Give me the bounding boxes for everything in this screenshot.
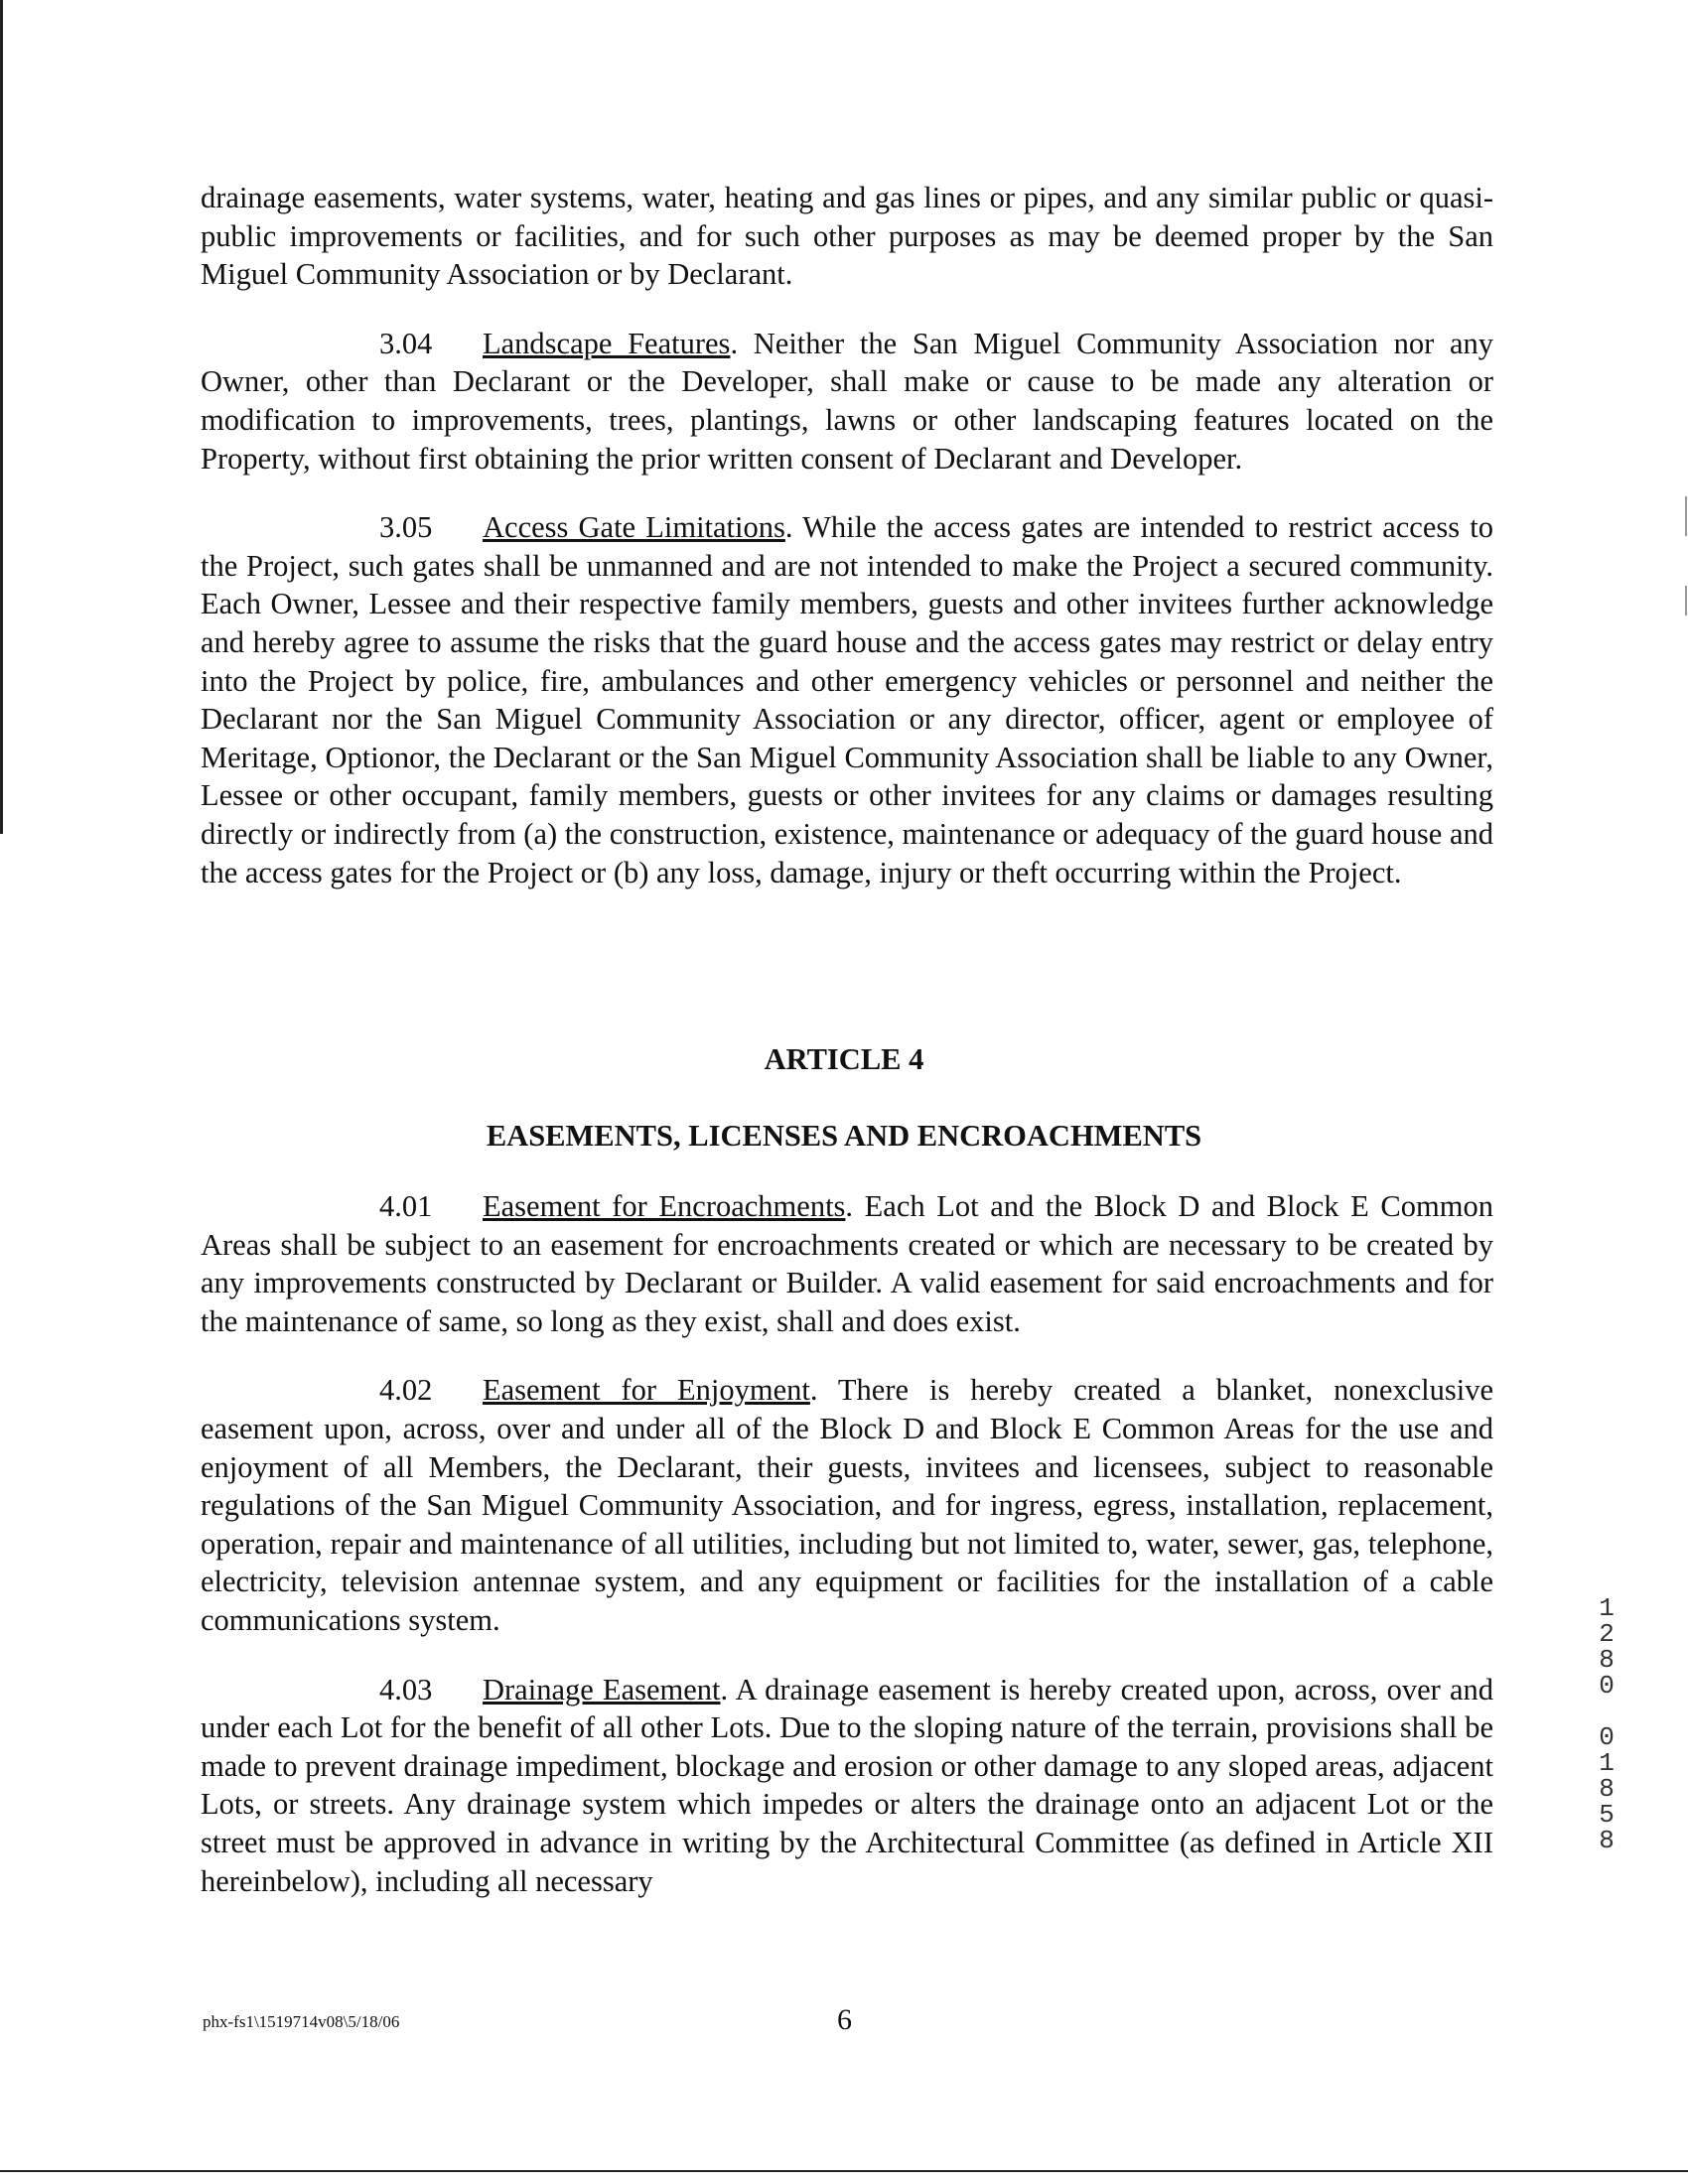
page-number: 6 bbox=[837, 2003, 852, 2036]
article-body bbox=[201, 1187, 1493, 1931]
section-number: 3.04 bbox=[379, 326, 433, 360]
section-4-01: 4.01 Easement for Encroachments. Each Lot and the Block D and Block E Common Areas shall be subject to an easement for encroachments created or which are necessary to be created by any improvements constructed by Declarant or Builder. A valid easement for said encroachments and for the maintenance of same, so long as they exist, shall and does exist. bbox=[201, 1189, 1493, 1338]
section-number: 3.05 bbox=[379, 510, 433, 545]
document-body bbox=[201, 179, 1493, 922]
section-3-04: 3.04 Landscape Features. Neither the San Miguel Community Association nor any Owner, other than Declarant or the Developer, shall make or cause to be made any alteration or modification to improvements, trees, plantings, lawns or other landscaping features located on the Property, without first obtaining the prior written consent of Declarant and Developer. bbox=[201, 326, 1493, 476]
scan-mark-right bbox=[1685, 496, 1687, 536]
section-title: Easement for Enjoyment bbox=[483, 1373, 810, 1408]
section-3-05: 3.05 Access Gate Limitations. While the access gates are intended to restrict access to the Project, such gates shall be unmanned and are not intended to make the Project a secured community. Each Owner, Lessee and their respective family members, guests and other invitees further acknowledge and hereby agree to assume the risks that the guard house and the access gates may restrict or delay entry into the Project by police, fire, ambulances and other emergency vehicles or personnel and neither the Declarant nor the San Miguel Community Association or any director, officer, agent or employee of Meritage, Optionor, the Declarant or the San Miguel Community Association shall be liable to any Owner, Lessee or other occupant, family members, guests or other invitees for any claims or damages resulting directly or indirectly from (a) the construction, existence, maintenance or adequacy of the guard house and the access gates for the Project or (b) any loss, damage, injury or theft occurring within the Project. bbox=[201, 510, 1493, 889]
section-title: Landscape Features bbox=[483, 326, 731, 360]
section-body: A drainage easement is hereby created upon, across, over and under each Lot for the benefit of all other Lots. Due to the sloping nature of the terrain, provisions shall be made to prevent drainage impediment, blockage and erosion or other damage to any sloped areas, adjacent Lots, or streets. Any drainage system which impedes or alters the drainage onto an adjacent Lot or the street must be approved in advance in writing by the Architectural Committee (as defined in Article XII hereinbelow), including all necessary bbox=[201, 1672, 1493, 1898]
continuation-paragraph: drainage easements, water systems, water, heating and gas lines or pipes, and any similar public or quasi-public improvements or facilities, and for such other purposes as may be deemed proper by the San Miguel Community Association or by Declarant. bbox=[201, 181, 1493, 292]
scan-edge-bottom bbox=[0, 2170, 1688, 2172]
section-title: Access Gate Limitations bbox=[483, 510, 785, 545]
section-title: Drainage Easement bbox=[483, 1672, 721, 1706]
article-title: EASEMENTS, LICENSES AND ENCROACHMENTS bbox=[486, 1119, 1202, 1153]
section-4-03: 4.03 Drainage Easement. A drainage easement is hereby created upon, across, over and under each Lot for the benefit of all other Lots. Due to the sloping nature of the terrain, provisions shall be made to prevent drainage impediment, blockage and erosion or other damage to any sloped areas, adjacent Lots, or streets. Any drainage system which impedes or alters the drainage onto an adjacent Lot or the street must be approved in advance in writing by the Architectural Committee (as defined in Article XII hereinbelow), including all necessary bbox=[201, 1672, 1493, 1898]
section-number: 4.02 bbox=[379, 1373, 433, 1408]
section-body: Neither the San Miguel Community Association nor any Owner, other than Declarant or the Developer, shall make or cause to be made any alteration or modification to improvements, trees, plantings, lawns or other landscaping features located on the Property, without first obtaining the prior written consent of Declarant and Developer. bbox=[201, 326, 1493, 476]
recording-stamp: 1280 01858 bbox=[1592, 1593, 1621, 1851]
section-4-02: 4.02 Easement for Enjoyment. There is hereby created a blanket, nonexclusive easement upon, across, over and under all of the Block D and Block E Common Areas for the use and enjoyment of all Members, the Declarant, their guests, invitees and licensees, subject to reasonable regulations of the San Miguel Community Association, and for ingress, egress, installation, replacement, operation, repair and maintenance of all utilities, including but not limited to, water, sewer, gas, telephone, electricity, television antennae system, and any equipment or facilities for the installation of a cable communications system. bbox=[201, 1373, 1494, 1637]
section-body: There is hereby created a blanket, nonexclusive easement upon, across, over and under all of the Block D and Block E Common Areas for the use and enjoyment of all Members, the Declarant, their guests, invitees and licensees, subject to reasonable regulations of the San Miguel Community Association, and for ingress, egress, installation, replacement, operation, repair and maintenance of all utilities, including but not limited to, water, sewer, gas, telephone, electricity, television antennae system, and any equipment or facilities for the installation of a cable communications system. bbox=[201, 1373, 1494, 1637]
section-body: While the access gates are intended to restrict access to the Project, such gates shall be unmanned and are not intended to make the Project a secured community. Each Owner, Lessee and their respective family members, guests and other invitees further acknowledge and hereby agree to assume the risks that the guard house and the access gates may restrict or delay entry into the Project by police, fire, ambulances and other emergency vehicles or personnel and neither the Declarant nor the San Miguel Community Association or any director, officer, agent or employee of Meritage, Optionor, the Declarant or the San Miguel Community Association shall be liable to any Owner, Lessee or other occupant, family members, guests or other invitees for any claims or damages resulting directly or indirectly from (a) the construction, existence, maintenance or adequacy of the guard house and the access gates for the Project or (b) any loss, damage, injury or theft occurring within the Project. bbox=[201, 510, 1493, 889]
section-body: Each Lot and the Block D and Block E Common Areas shall be subject to an easement for encroachments created or which are necessary to be created by any improvements constructed by Declarant or Builder. A valid easement for said encroachments and for the maintenance of same, so long as they exist, shall and does exist. bbox=[201, 1189, 1493, 1338]
section-number: 4.01 bbox=[379, 1189, 433, 1223]
article-heading: ARTICLE 4 bbox=[764, 1042, 924, 1076]
section-number: 4.03 bbox=[379, 1672, 433, 1706]
scan-mark-right bbox=[1685, 586, 1687, 615]
section-title: Easement for Encroachments bbox=[483, 1189, 846, 1223]
footer-document-id: phx-fs1\1519714v08\5/18/06 bbox=[203, 2012, 400, 2031]
scan-edge-left bbox=[0, 0, 3, 834]
